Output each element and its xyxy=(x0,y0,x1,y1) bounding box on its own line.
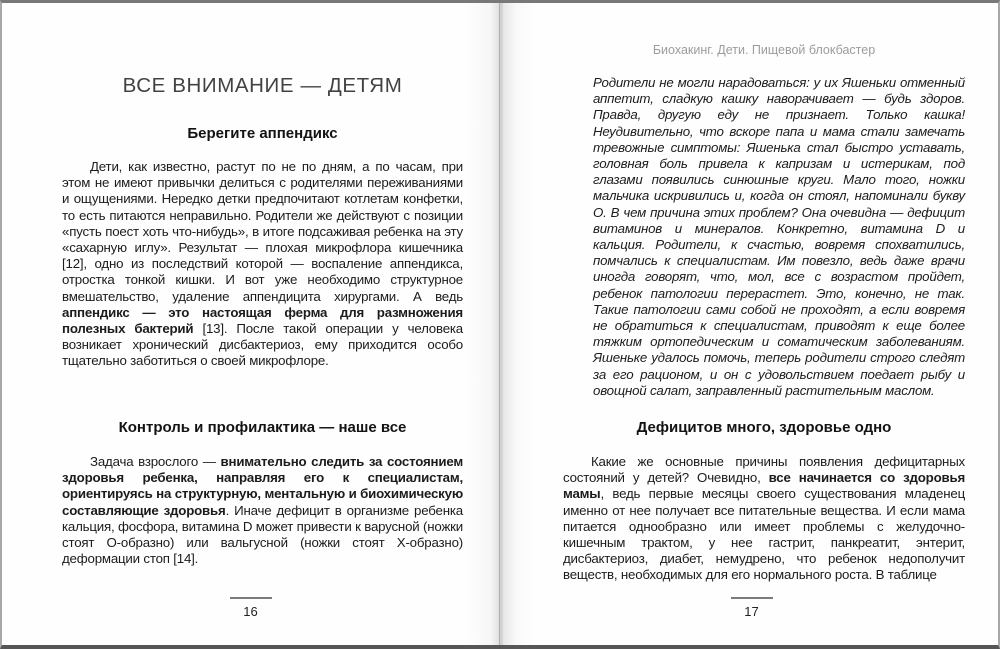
paragraph-appendix: Дети, как известно, растут по не по дням, а по часам, при этом не имеют привычки делиться с родителями переживаниями и ощущениями. Нередко детки предпочитают котлетам конфетки, то есть питаются неправильно. Родители же действуют с позиции «пусть поест хоть что-нибудь», в итоге подсаживая ребенка на эту «сахарную иглу». Результат — плохая микрофлора кишечника [12], одно из последствий которой — воспаление аппендикса, отростка тонкой кишки. И вот уже необходимо структурное вмешательство, удаление аппендицита хирургами. А ведь аппендикс — это настоящая ферма для размножения полезных бактерий [13]. После такой операции у человека возникает хронический дисбактериоз, ему приходится особо тщательно заботиться о своей микрофлоре. xyxy=(62,159,463,369)
paragraph-deficits: Какие же основные причины появления дефицитарных состояний у детей? Очевидно, все начинается со здоровья мамы, ведь первые месяцы своего существования младенец именно от нее получает все питательные вещества. И если мама питается однообразно или имеет проблемы с желудочно-кишечным трактом, у нее гастрит, панкреатит, энтерит, дисбактериоз, диабет, немудрено, что ребенок недополучит веществ, необходимых для его нормального роста. В таблице xyxy=(563,454,966,583)
footer-rule xyxy=(230,597,272,599)
page-right xyxy=(503,3,1000,645)
page-footer-left xyxy=(2,597,499,621)
page-gutter-line xyxy=(499,3,500,645)
page-footer-right xyxy=(503,597,1000,621)
section-heading-control: Контроль и профилактика — наше все xyxy=(118,419,407,436)
page-number-right: 17 xyxy=(744,604,759,619)
footer-rule xyxy=(731,597,773,599)
page-left xyxy=(2,3,499,645)
paragraph-control: Задача взрослого — внимательно следить за состоянием здоровья ребенка, направляя его к специалистам, ориентируясь на структурную, ментальную и биохимическую составляющие здоровья. Иначе дефицит в организме ребенка кальция, фосфора, витамина D может привести к варусной (ножки стоят О-образно) или вальгусной (ножки стоят Х-образно) деформации стоп [14]. xyxy=(62,454,463,567)
running-header: Биохакинг. Дети. Пищевой блокбастер xyxy=(652,43,876,57)
chapter-title: ВСЕ ВНИМАНИЕ — ДЕТЯМ xyxy=(122,74,403,97)
paragraph-story: Родители не могли нарадоваться: у их Яшеньки отменный аппетит, сладкую кашку наворачивает — будь здоров. Правда, другую еду не признает. Только кашка! Неудивительно, что вскоре папа и мама стали замечать тревожные симптомы: Яшенька стал быстро уставать, головная боль привела к капризам и истерикам, под глазами появились синюшные круги. Мало того, ножки мальчика искривились и, когда он стоял, напоминали букву О. В чем причина этих проблем? Она очевидна — дефицит витаминов и минералов. Конкретно, витамина D и кальция. Родители, к счастью, вовремя спохватились, помчались к специалистам. Им повезло, ведь даже врачи иногда говорят, что, мол, все с возрастом пройдет, ребенок патологии перерастет. Это, конечно, не так. Такие патологии сами собой не проходят, а если вовремя не обратиться к специалистам, приводят к еще более тяжким ортопедическим и соматическим заболеваниям. Яшеньке удалось помочь, теперь родители строго следят за его рационом, и он с удовольствием поедает рыбу и овощной салат, заправленный растительным маслом. xyxy=(593,75,965,398)
section-heading-appendix: Берегите аппендикс xyxy=(187,125,338,142)
page-number-left: 16 xyxy=(243,604,258,619)
section-heading-deficits: Дефицитов много, здоровье одно xyxy=(636,419,892,436)
